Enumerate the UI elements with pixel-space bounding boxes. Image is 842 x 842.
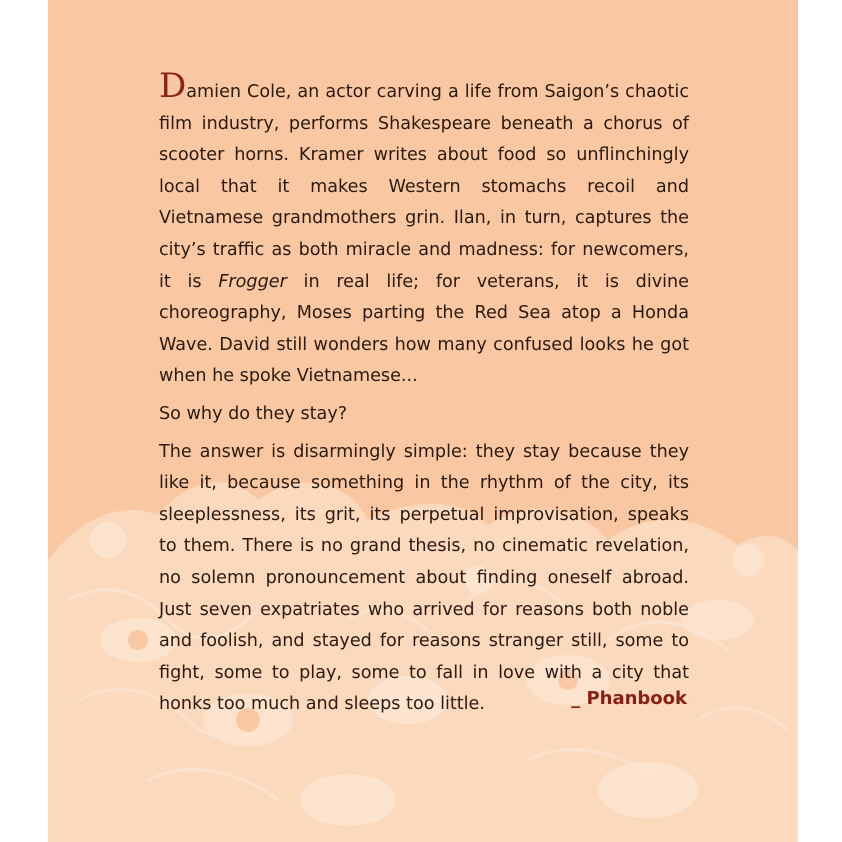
paragraph-1-text-b: in real life; for veterans, it is divine choreography, Moses parting the Red Sea atop a Honda Wave. David still wonders how many confused looks he got when he spoke Vietnamese... bbox=[159, 271, 690, 387]
paragraph-1-text-a: amien Cole, an actor carving a life from Saigon’s chaotic film industry, performs Shakespeare beneath a chorus of scooter horns. Kramer writes about food so unflinchingly local that it makes Western stomachs recoil and Vietnamese grandmothers grin. Ilan, in turn, captures the city’s traffic as both miracle and madness: for newcomers, it is bbox=[159, 82, 689, 292]
paragraph-1-italic: Frogger bbox=[218, 271, 287, 292]
excerpt-text bbox=[159, 66, 690, 721]
book-page bbox=[48, 0, 798, 842]
paragraph-2: So why do they stay? bbox=[159, 403, 348, 424]
signature: _ Phanbook bbox=[571, 688, 687, 709]
drop-cap: D bbox=[159, 66, 187, 106]
paragraph-3: The answer is disarmingly simple: they stay because they like it, because something in the rhythm of the city, its sleeplessness, its grit, its perpetual improvisation, speaks to them. There is no grand thesis, no cinematic revelation, no solemn pronouncement about finding oneself abroad. Just seven expatriates who arrived for reasons both noble and foolish, and stayed for reasons stranger still, some to fight, some to play, some to fall in love with a city that honks too much and sleeps too little. bbox=[159, 441, 689, 715]
paragraph-1 bbox=[159, 66, 690, 393]
